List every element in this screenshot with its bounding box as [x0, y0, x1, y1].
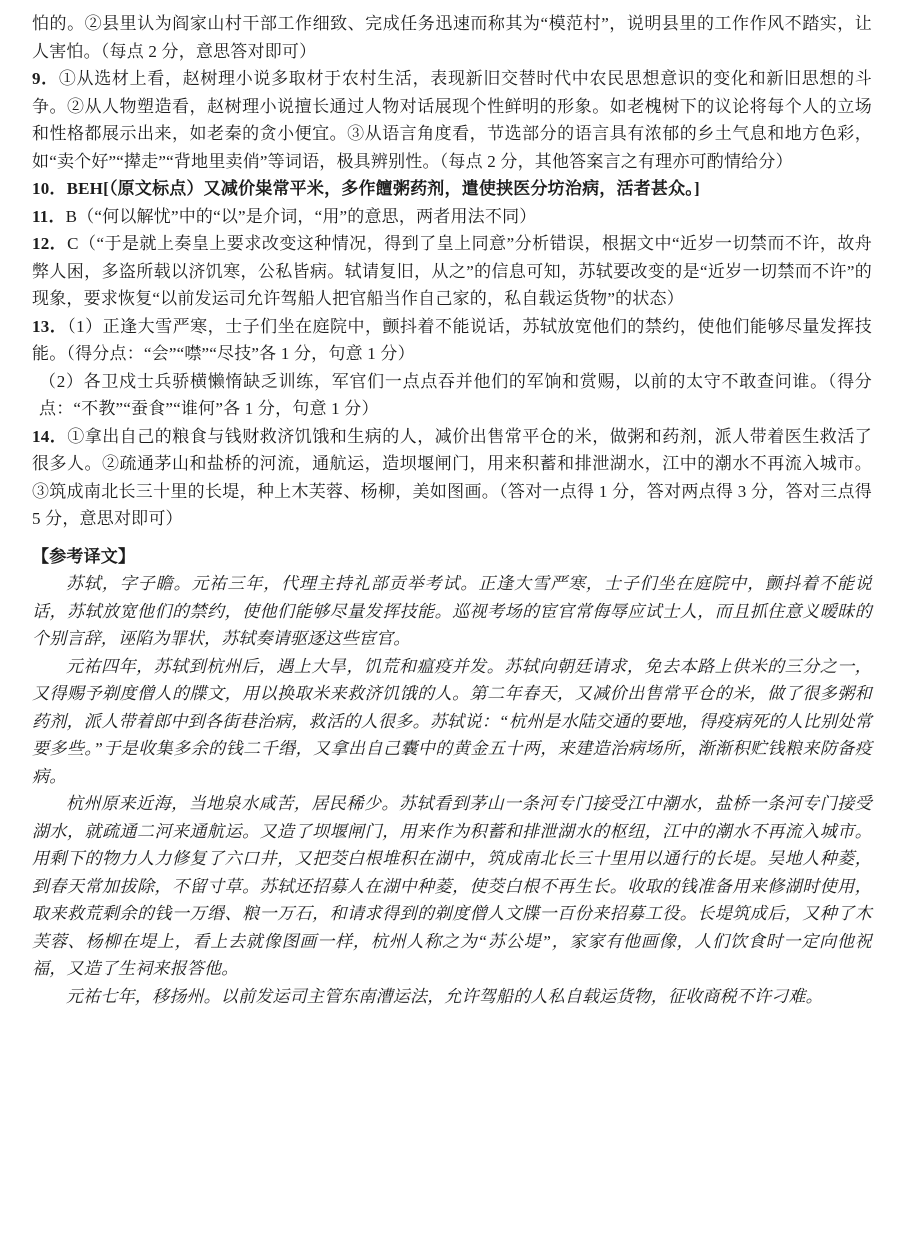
translation-paragraph-4: 元祐七年，移扬州。以前发运司主管东南漕运法，允许驾船的人私自载运货物，征收商税不许刁难。: [66, 986, 823, 1006]
answer-9-text: ①从选材上看，赵树理小说多取材于农村生活，表现新旧交替时代中农民思想意识的变化和新旧思想的斗争。②从人物塑造看，赵树理小说擅长通过人物对话展现个性鲜明的形象。如老槐树下的议论将每个人的立场和性格都展示出来，如老秦的贪小便宜。③从语言角度看，节选部分的语言具有浓郁的乡土气息和地方色彩，如“卖个好”“撵走”“背地里卖俏”等词语，极具辨别性。（每点 2 分，其他答案言之有理亦可酌情给分）: [32, 69, 872, 171]
answer-12-text: C（“于是就上奏皇上要求改变这种情况，得到了皇上同意”分析错误，根据文中“近岁一切禁而不许，故舟弊人困，多盗所载以济饥寒，公私皆病。轼请复旧，从之”的信息可知，苏轼要改变的是“近岁一切禁而不许”的现象，要求恢复“以前发运司允许驾船人把官船当作自己家的，私自载运货物”的状态）: [32, 234, 872, 308]
answer-14: [32, 423, 872, 533]
translation-paragraph-1: 苏轼，字子瞻。元祐三年，代理主持礼部贡举考试。正逢大雪严寒，士子们坐在庭院中，颤抖着不能说话，苏轼放宽他们的禁约，使他们能够尽量发挥技能。巡视考场的宦官常侮辱应试士人，而且抓住意义暧昧的个别言辞，诬陷为罪状，苏轼奏请驱逐这些宦官。: [32, 574, 872, 648]
answer-13-part-2-text: （2）各卫戍士兵骄横懒惰缺乏训练，军官们一点点吞并他们的军饷和赏赐，以前的太守不敢查问谁。（得分点：“不教”“蚕食”“谁何”各 1 分，句意 1 分）: [39, 371, 872, 418]
answer-12-number: 12．: [32, 234, 68, 253]
answer-13-part-1: [32, 313, 872, 368]
answer-12: [32, 230, 872, 313]
continuation-paragraph: 怕的。②县里认为阎家山村干部工作细致、完成任务迅速而称其为“模范村”，说明县里的工作作风不踏实，让人害怕。（每点 2 分，意思答对即可）: [32, 14, 872, 61]
answer-11: [32, 203, 872, 231]
answer-10: [32, 175, 872, 203]
answer-10-text: BEH[（原文标点）又减价粜常平米，多作饘粥药剂，遣使挟医分坊治病，活者甚众。]: [66, 179, 700, 198]
answer-11-text: B（“何以解忧”中的“以”是介词，“用”的意思，两者用法不同）: [65, 206, 537, 226]
answer-10-number: 10．: [32, 179, 67, 198]
answer-9: [32, 65, 872, 175]
answer-9-number: 9．: [32, 69, 59, 88]
translation-paragraph-3: 杭州原来近海，当地泉水咸苦，居民稀少。苏轼看到茅山一条河专门接受江中潮水，盐桥一条河专门接受湖水，就疏通二河来通航运。又造了坝堰闸门，用来作为积蓄和排泄湖水的枢纽，江中的潮水不再流入城市。用剩下的物力人力修复了六口井，又把茭白根堆积在湖中，筑成南北长三十里用以通行的长堤。吴地人种菱，到春天常加拔除，不留寸草。苏轼还招募人在湖中种菱，使茭白根不再生长。收取的钱准备用来修湖时使用，取来救荒剩余的钱一万缗、粮一万石，和请求得到的剃度僧人文牒一百份来招募工役。长堤筑成后，又种了木芙蓉、杨柳在堤上，看上去就像图画一样，杭州人称之为“苏公堤”，家家有他画像，人们饮食时一定向他祝福，又造了生祠来报答他。: [32, 794, 872, 978]
answer-13-part-1-text: （1）正逢大雪严寒，士子们坐在庭院中，颤抖着不能说话，苏轼放宽他们的禁约，使他们能够尽量发挥技能。（得分点：“会”“噤”“尽技”各 1 分，句意 1 分）: [32, 316, 872, 363]
answer-14-number: 14．: [32, 426, 68, 446]
answer-13-part-2: [32, 368, 872, 423]
answer-14-text: ①拿出自己的粮食与钱财救济饥饿和生病的人，减价出售常平仓的米，做粥和药剂，派人带着医生救活了很多人。②疏通茅山和盐桥的河流，通航运，造坝堰闸门，用来积蓄和排泄湖水，江中的潮水不再流入城市。③筑成南北长三十里的长堤，种上木芙蓉、杨柳，美如图画。（答对一点得 1 分，答对两点得 3 分，答对三点得 5 分，意思对即可）: [32, 426, 873, 528]
answer-13-number: 13．: [32, 316, 68, 336]
translation-paragraph-2: 元祐四年，苏轼到杭州后，遇上大旱，饥荒和瘟疫并发。苏轼向朝廷请求，免去本路上供米的三分之一，又得赐予剃度僧人的牒文，用以换取米来救济饥饿的人。第二年春天，又减价出售常平仓的米，做了很多粥和药剂，派人带着郎中到各街巷治病，救活的人很多。苏轼说：“杭州是水陆交通的要地，得疫病死的人比别处常要多些。”于是收集多余的钱二千缗，又拿出自己囊中的黄金五十两，来建造治病场所，渐渐积贮钱粮来防备疫病。: [32, 656, 872, 786]
answer-11-number: 11．: [32, 206, 66, 226]
reference-translation-heading: 【参考译文】: [32, 546, 136, 566]
